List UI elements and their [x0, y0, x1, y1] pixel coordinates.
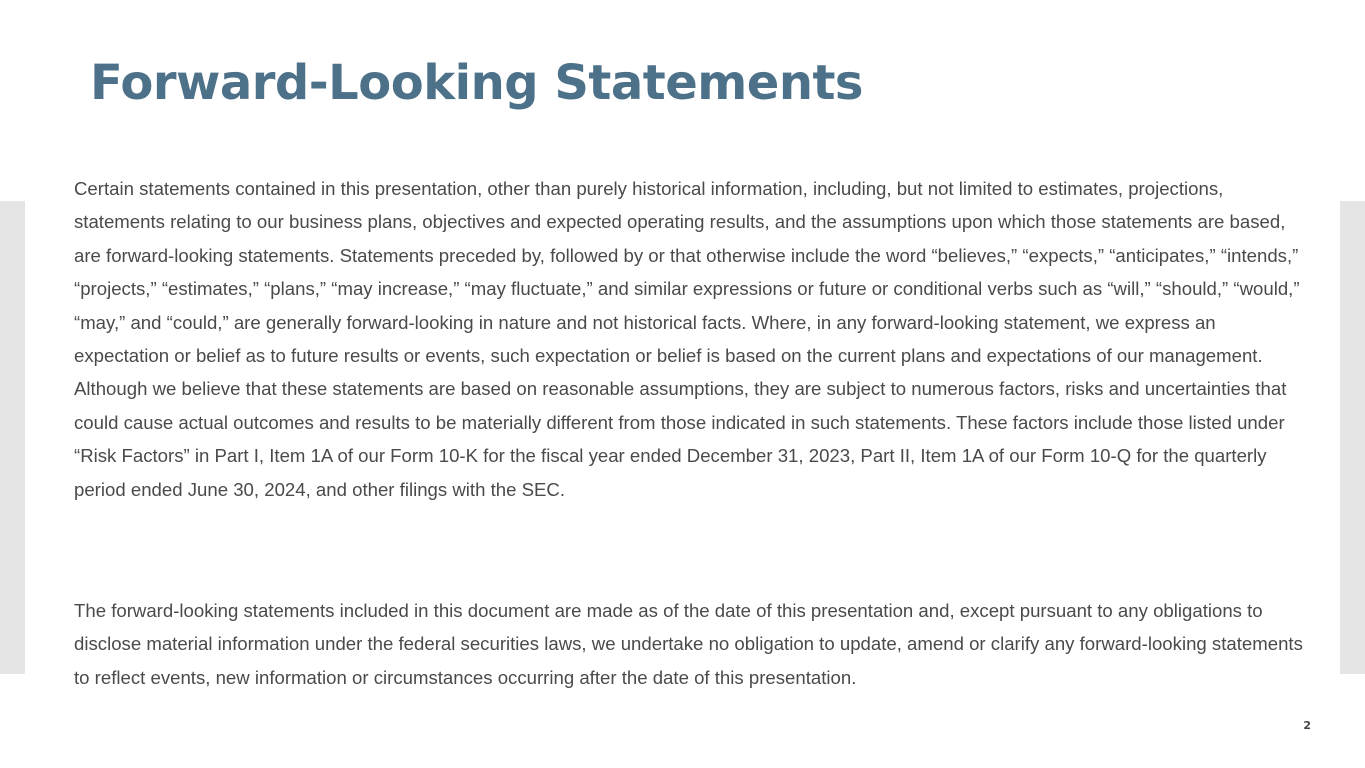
left-side-bar: [0, 201, 25, 674]
paragraph-forward-looking-definition: Certain statements contained in this presentation, other than purely historical information, including, but not limited to estimates, projections, statements relating to our business plans, objectives and expected operating results, and the assumptions upon which those statements are based, are forward-looking statements. Statements preceded by, followed by or that otherwise include the word “believes,” “expects,” “anticipates,” “intends,” “projects,” “estimates,” “plans,” “may increase,” “may fluctuate,” and similar expressions or future or conditional verbs such as “will,” “should,” “would,” “may,” and “could,” are generally forward-looking in nature and not historical facts. Where, in any forward-looking statement, we express an expectation or belief as to future results or events, such expectation or belief is based on the current plans and expectations of our management. Although we believe that these statements are based on reasonable assumptions, they are subject to numerous factors, risks and uncertainties that could cause actual outcomes and results to be materially different from those indicated in such statements. These factors include those listed under “Risk Factors” in Part I, Item 1A of our Form 10-K for the fiscal year ended December 31, 2023, Part II, Item 1A of our Form 10-Q for the quarterly period ended June 30, 2024, and other filings with the SEC.: [74, 178, 1300, 500]
paragraph-no-obligation: The forward-looking statements included in this document are made as of the date of this presentation and, except pursuant to any obligations to disclose material information under the federal securities laws, we undertake no obligation to update, amend or clarify any forward-looking statements to reflect events, new information or circumstances occurring after the date of this presentation.: [74, 600, 1303, 688]
page-number: 2: [1303, 719, 1311, 732]
slide-title: Forward-Looking Statements: [90, 55, 863, 111]
right-side-bar: [1340, 201, 1365, 674]
